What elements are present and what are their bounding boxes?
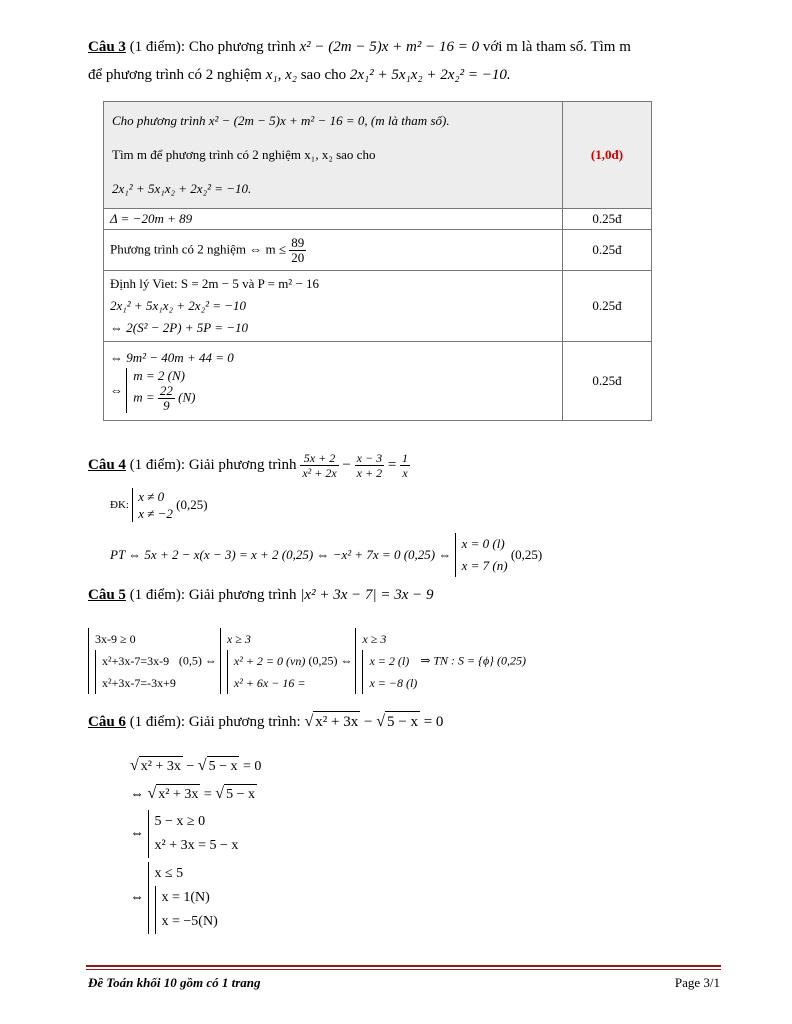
row3-score: 0.25đ (563, 271, 652, 342)
q4-frac1 (300, 451, 338, 480)
q6-line (88, 711, 443, 732)
q5-c1: x ≥ 3 (362, 632, 387, 646)
q3-label: Câu 3 (88, 39, 126, 55)
q6-step4 (130, 862, 218, 934)
row1-score: 0.25đ (563, 209, 652, 230)
q5-system-b (220, 628, 306, 694)
row4-num: 22 (159, 382, 173, 398)
q3-condition: 2x₁² + 5x₁x₂ + 2x₂² = −10. (349, 67, 511, 83)
table-row (104, 230, 652, 271)
q4-pt: PT ⇔ 5x + 2 − x(x − 3) = x + 2 (0,25) ⇔ −x² + 7x = 0 (0,25) ⇔ (110, 547, 452, 562)
q6-s4b: x = 1(N) (161, 890, 210, 905)
page-number: Page 3/1 (674, 975, 720, 990)
q5-system-c (355, 628, 417, 694)
q6-s3a: 5 − x ≥ 0 (154, 814, 206, 829)
q4-dk1: x ≠ 0 (138, 489, 165, 504)
sqrt-icon: √ (215, 785, 225, 802)
q6-s4-brace (148, 862, 218, 934)
row2-den: 20 (291, 249, 305, 265)
q5-b1: x ≥ 3 (226, 632, 251, 646)
q4-minus: − (342, 457, 351, 473)
grading-table (103, 101, 652, 421)
q4-frac3-den: x (402, 466, 408, 481)
row3-line3: ⇔ 2(S² − 2P) + 5P = −10 (110, 320, 249, 335)
q5-a-bracket (95, 650, 176, 694)
q5-result: ⇒ TN : S = {ϕ} (0,25) (420, 653, 526, 668)
header-line3: 2x₁² + 5x₁x₂ + 2x₂² = −10. (112, 181, 252, 196)
row4-case2-suffix: (N) (174, 388, 196, 404)
row4-line1: ⇔ 9m² − 40m + 44 = 0 (110, 349, 234, 365)
q6-eq-tail: = 0 (419, 714, 444, 730)
q5-points: (1 điểm): Giải phương trình (125, 587, 301, 603)
q6-s3-brace (148, 810, 239, 858)
row4-den: 9 (163, 397, 170, 413)
sqrt-icon: √ (376, 713, 385, 730)
q6-s4-bracket (155, 886, 218, 934)
header-line1: Cho phương trình x² − (2m − 5)x + m² − 16 = 0, (m là tham số). (112, 113, 450, 128)
q4-line (88, 447, 410, 483)
q6-s1-root1: x² + 3x (139, 756, 183, 777)
q6-s1-tail: = 0 (239, 759, 262, 774)
q5-line (88, 585, 434, 605)
q4-dk-brace (132, 488, 173, 522)
q4-frac1-den: x² + 2x (302, 466, 337, 481)
q3-line2 (88, 65, 511, 85)
q4-frac3 (400, 451, 410, 480)
q5-s1: (0,5) ⇔ (178, 653, 217, 668)
q4-label: Câu 4 (88, 457, 126, 473)
sqrt-icon: √ (197, 757, 207, 774)
q6-s2-prefix: ⇔ (130, 787, 148, 802)
row4-cases (110, 368, 556, 413)
row4-score: 0.25đ (563, 342, 652, 421)
q4-frac2-num: x − 3 (356, 451, 383, 466)
q3-roots: x₁, x₂ (265, 67, 297, 83)
q6-root2: 5 − x (385, 711, 420, 732)
table-row (104, 209, 652, 230)
q5-equation: |x² + 3x − 7| = 3x − 9 (300, 587, 434, 603)
row4-case2-prefix: m = (133, 388, 158, 404)
table-row (104, 342, 652, 421)
q4-pt-case1: x = 0 (l) (461, 536, 505, 551)
table-header-cell (104, 102, 563, 209)
q5-b-bracket (227, 650, 306, 694)
q4-pt-case2: x = 7 (n) (461, 558, 508, 573)
q4-frac2 (355, 451, 384, 480)
q6-s2-root2: 5 − x (224, 784, 257, 805)
q5-b2: x² + 2 = 0 (vn) (233, 654, 306, 668)
row2-num: 89 (291, 234, 305, 250)
q4-solution (110, 533, 542, 577)
footer-divider (86, 965, 721, 967)
table-header-row (104, 102, 652, 209)
q6-root1: x² + 3x (313, 711, 360, 732)
q4-pt-score: (0,25) (510, 547, 543, 562)
q6-s3b: x² + 3x = 5 − x (154, 838, 239, 853)
q6-step2 (130, 784, 257, 805)
q5-system-a (88, 628, 176, 694)
q4-pt-bracket (455, 533, 508, 577)
q3-points: (1 điểm): Cho phương trình (125, 39, 300, 55)
q5-b3: x² + 6x − 16 = (233, 676, 306, 690)
q5-s2: (0,25) ⇔ (308, 653, 353, 668)
row3-cell (104, 271, 563, 342)
q5-a3: x²+3x-7=-3x+9 (102, 676, 176, 690)
footer-divider-thin (86, 969, 721, 970)
sqrt-icon: √ (304, 713, 314, 730)
q4-dk-label: ĐK: (110, 499, 129, 511)
header-line2: Tìm m để phương trình có 2 nghiệm x₁, x₂ sao cho (112, 147, 376, 162)
sqrt-icon: √ (147, 785, 157, 802)
row1-text: Δ = −20m + 89 (104, 209, 563, 230)
q6-step3 (130, 810, 238, 858)
q6-step1 (130, 756, 261, 777)
q4-dk-score: (0,25) (176, 497, 208, 512)
q6-minus: − (363, 714, 373, 730)
q5-label: Câu 5 (88, 587, 126, 603)
row4-cell (104, 342, 563, 421)
row4-case1: m = 2 (N) (133, 367, 185, 383)
q4-points: (1 điểm): Giải phương trình (125, 457, 301, 473)
q4-frac3-num: 1 (402, 451, 409, 466)
q6-s4a: x ≤ 5 (154, 866, 184, 881)
q4-frac1-num: 5x + 2 (300, 451, 338, 466)
q3-equation: x² − (2m − 5)x + m² − 16 = 0 (299, 39, 480, 55)
q3-line1 (88, 37, 631, 57)
q6-points: (1 điểm): Giải phương trình: (125, 714, 305, 730)
q4-condition (110, 488, 208, 522)
q6-label: Câu 6 (88, 714, 126, 730)
sqrt-icon: √ (130, 757, 139, 774)
q4-frac2-den: x + 2 (356, 466, 383, 481)
q3-line2-mid: sao cho (296, 67, 350, 83)
q5-a1: 3x-9 ≥ 0 (95, 632, 136, 646)
q5-solution (88, 628, 526, 694)
q4-dk2: x ≠ −2 (138, 506, 173, 521)
q6-s2-root1: x² + 3x (156, 784, 200, 805)
row4-fraction (158, 384, 175, 413)
q6-s4c: x = −5(N) (161, 914, 218, 929)
q5-c3: x = −8 (l) (369, 676, 418, 690)
q6-s1-root2: 5 − x (207, 756, 240, 777)
row2-cell (104, 230, 563, 271)
q5-c-bracket (362, 650, 417, 694)
row3-line2: 2x₁² + 5x₁x₂ + 2x₂² = −10 (110, 298, 247, 313)
header-score: (1,0đ) (563, 102, 652, 209)
row4-bracket (126, 368, 195, 413)
row2-fraction (289, 236, 306, 265)
q6-s2-eq: = (200, 787, 216, 802)
q3-tail: với m là tham số. Tìm m (479, 39, 631, 55)
q5-a2: x²+3x-7=3x-9 (102, 654, 170, 668)
row4-arrow: ⇔ (110, 382, 123, 397)
table-row (104, 271, 652, 342)
q5-c2: x = 2 (l) (369, 654, 410, 668)
row2-prefix: Phương trình có 2 nghiệm ⇔ m ≤ (110, 240, 290, 256)
q6-s4-prefix: ⇔ (130, 890, 144, 905)
q6-s3-prefix: ⇔ (130, 826, 144, 841)
footer-title: Đề Toán khối 10 gồm có 1 trang (88, 975, 261, 990)
row4-case2 (133, 384, 195, 413)
q6-s1-minus: − (186, 759, 195, 774)
row2-score: 0.25đ (563, 230, 652, 271)
q3-line2-prefix: để phương trình có 2 nghiệm (88, 67, 266, 83)
q4-equals: = (387, 457, 397, 473)
row3-line1: Định lý Viet: S = 2m − 5 và P = m² − 16 (110, 276, 320, 291)
